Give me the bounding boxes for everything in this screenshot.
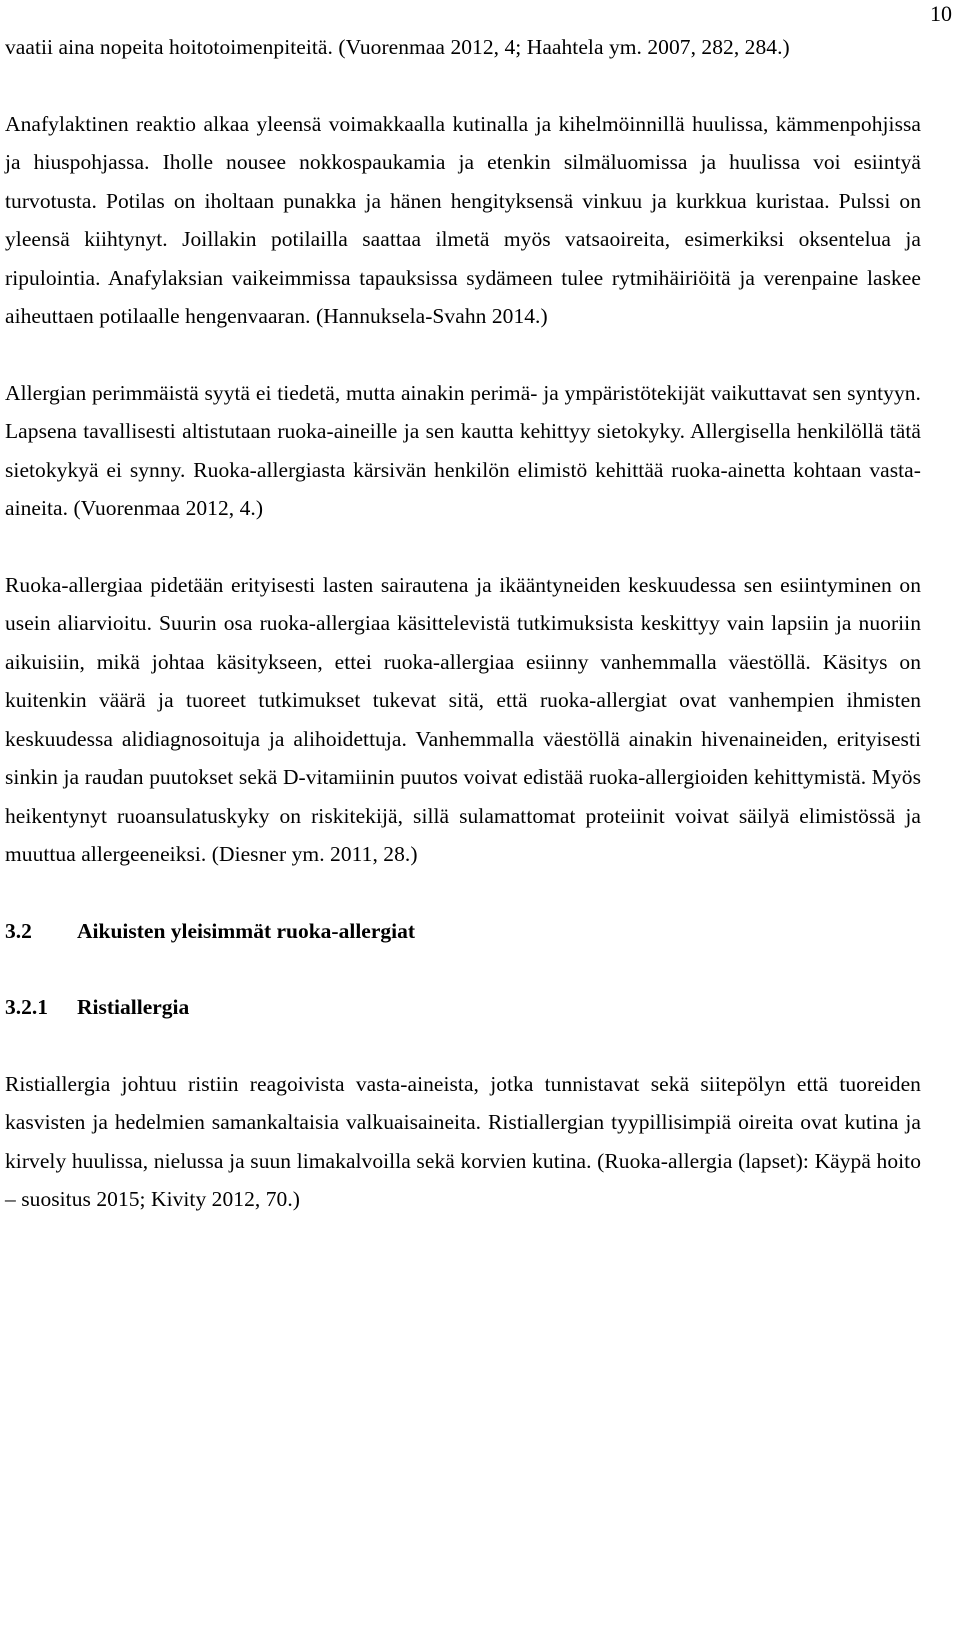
section-heading xyxy=(5,912,921,951)
document-body xyxy=(5,28,921,1219)
subsection-heading xyxy=(5,988,921,1027)
paragraph: Anafylaktinen reaktio alkaa yleensä voimakkaalla kutinalla ja kihelmöinnillä huulissa, kämmenpohjissa ja hiuspohjassa. Iholle nousee nokkospaukamia ja etenkin silmäluomissa ja huulissa voi esiintyä turvotusta. Potilas on iholtaan punakka ja hänen hengityksensä vinkuu ja kurkkua kuristaa. Pulssi on yleensä kiihtynyt. Joillakin potilailla saattaa ilmetä myös vatsaoireita, esimerkiksi oksentelua ja ripulointia. Anafylaksian vaikeimmissa tapauksissa sydämeen tulee rytmihäiriöitä ja verenpaine laskee aiheuttaen potilaalle hengenvaaran. (Hannuksela-Svahn 2014.) xyxy=(5,111,921,328)
paragraph-spacer xyxy=(5,528,921,566)
page-number: 10 xyxy=(930,1,952,26)
paragraph: Ristiallergia johtuu ristiin reagoivista vasta-aineista, jotka tunnistavat sekä siitepölyn että tuoreiden kasvisten ja hedelmien samankaltaisia valkuaisaineita. Ristiallergian tyypillisimpiä oireita ovat kutina ja kirvely huulissa, nielussa ja suun limakalvoilla sekä korvien kutina. (Ruoka-allergia (lapset): Käypä hoito – suositus 2015; Kivity 2012, 70.) xyxy=(5,1071,921,1211)
paragraph-spacer xyxy=(5,874,921,912)
section-number: 3.2 xyxy=(5,918,32,943)
paragraph: vaatii aina nopeita hoitotoimenpiteitä. (Vuorenmaa 2012, 4; Haahtela ym. 2007, 282, 284.) xyxy=(5,35,790,59)
subsection-number: 3.2.1 xyxy=(5,995,48,1019)
paragraph: Allergian perimmäistä syytä ei tiedetä, mutta ainakin perimä- ja ympäristötekijät vaikuttavat sen syntyyn. Lapsena tavallisesti altistutaan ruoka-aineille ja sen kautta kehittyy sietokyky. Allergisella henkilöllä tätä sietokykyä ei synny. Ruoka-allergiasta kärsivän henkilön elimistö kehittää ruoka-ainetta kohtaan vasta-aineita. (Vuorenmaa 2012, 4.) xyxy=(5,380,921,520)
heading-spacer xyxy=(5,1027,921,1065)
paragraph-spacer xyxy=(5,336,921,374)
paragraph-spacer xyxy=(5,67,921,105)
heading-spacer xyxy=(5,950,921,988)
paragraph: Ruoka-allergiaa pidetään erityisesti lasten sairautena ja ikääntyneiden keskuudessa sen esiintyminen on usein aliarvioitu. Suurin osa ruoka-allergiaa käsittelevistä tutkimuksista keskittyy vain lapsiin ja nuoriin aikuisiin, mikä johtaa käsitykseen, ettei ruoka-allergiaa esiinny vanhemmalla väestöllä. Käsitys on kuitenkin väärä ja tuoreet tutkimukset tukevat sitä, että ruoka-allergiat ovat vanhempien ihmisten keskuudessa alidiagnosoituja ja alihoidettuja. Vanhemmalla väestöllä ainakin hivenaineiden, erityisesti sinkin ja raudan puutokset sekä D-vitamiinin puutos voivat edistää ruoka-allergioiden kehittymistä. Myös heikentynyt ruoansulatuskyky on riskitekijä, sillä sulamattomat proteiinit voivat säilyä elimistössä ja muuttua allergeeneiksi. (Diesner ym. 2011, 28.) xyxy=(5,572,921,866)
section-title: Aikuisten yleisimmät ruoka-allergiat xyxy=(77,918,416,943)
subsection-title: Ristiallergia xyxy=(77,995,190,1019)
